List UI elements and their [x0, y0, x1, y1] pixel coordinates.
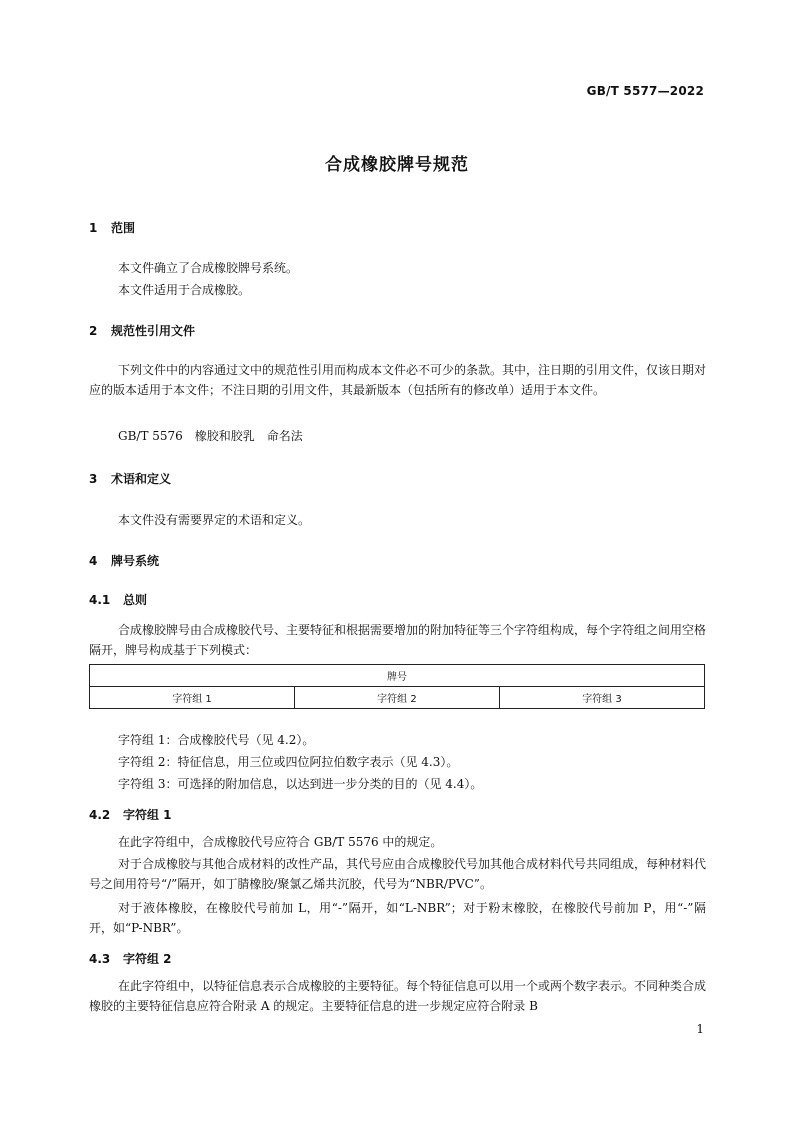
section-number: 4.1 [89, 593, 111, 607]
section-4-1-heading [89, 591, 147, 608]
section-title: 总则 [123, 593, 148, 607]
section-2-heading [89, 322, 195, 339]
section-3-paragraph-1: 本文件没有需要界定的术语和定义。 [118, 513, 311, 527]
section-4-1-paragraph-1: 合成橡胶牌号由合成橡胶代号、主要特征和根据需要增加的附加特征等三个字符组构成，每个字符组之间用空格隔开，牌号构成基于下列模式： [89, 623, 707, 657]
section-2-paragraph-1: 下列文件中的内容通过文中的规范性引用而构成本文件必不可少的条款。其中，注日期的引用文件，仅该日期对应的版本适用于本文件；不注日期的引用文件，其最新版本（包括所有的修改单）适用于本文件。 [89, 363, 707, 397]
section-title: 字符组 1 [123, 808, 172, 822]
section-4-heading [89, 552, 159, 569]
section-number: 4.2 [89, 808, 111, 822]
section-title: 术语和定义 [111, 472, 172, 486]
section-number: 4.3 [89, 952, 111, 966]
section-3-heading [89, 470, 171, 487]
section-4-3-paragraph-1: 在此字符组中，以特征信息表示合成橡胶的主要特征。每个特征信息可以用一个或两个数字表示。不同种类合成橡胶的主要特征信息应符合附录 A 的规定。主要特征信息的进一步规定应符合附录 B [89, 979, 707, 1013]
table-cell: 字符组 1 [90, 687, 295, 709]
section-4-2-heading [89, 806, 172, 823]
table-row [90, 687, 705, 709]
table-header-row [90, 665, 705, 687]
section-4-3-heading [89, 950, 172, 967]
section-title: 范围 [111, 221, 136, 235]
grade-structure-table [89, 664, 705, 709]
table-cell: 字符组 3 [499, 687, 704, 709]
section-number: 3 [89, 472, 98, 486]
section-number: 2 [89, 324, 98, 338]
section-title: 字符组 2 [123, 952, 172, 966]
page-number: 1 [696, 1022, 704, 1036]
section-1-paragraph-2: 本文件适用于合成橡胶。 [118, 283, 251, 297]
character-group-1-note: 字符组 1：合成橡胶代号（见 4.2）。 [118, 733, 315, 747]
section-title: 规范性引用文件 [111, 324, 196, 338]
section-1-paragraph-1: 本文件确立了合成橡胶牌号系统。 [118, 261, 299, 275]
table-header-cell: 牌号 [90, 665, 705, 687]
standard-number: GB/T 5577—2022 [586, 84, 704, 98]
section-1-heading [89, 219, 135, 236]
character-group-2-note: 字符组 2：特征信息，用三位或四位阿拉伯数字表示（见 4.3）。 [118, 755, 459, 769]
section-4-2-paragraph-3: 对于液体橡胶，在橡胶代号前加 L，用“-”隔开，如“L-NBR”；对于粉末橡胶，在橡胶代号前加 P，用“-”隔开，如“P-NBR”。 [89, 901, 706, 935]
section-number: 4 [89, 554, 98, 568]
table-cell: 字符组 2 [294, 687, 499, 709]
normative-reference: GB/T 5576 橡胶和胶乳 命名法 [118, 429, 303, 443]
character-group-3-note: 字符组 3：可选择的附加信息，以达到进一步分类的目的（见 4.4）。 [118, 777, 483, 791]
section-number: 1 [89, 221, 98, 235]
section-4-2-paragraph-1: 在此字符组中，合成橡胶代号应符合 GB/T 5576 中的规定。 [118, 835, 443, 849]
document-title: 合成橡胶牌号规范 [325, 155, 469, 175]
section-4-2-paragraph-2: 对于合成橡胶与其他合成材料的改性产品，其代号应由合成橡胶代号加其他合成材料代号共同组成，每种材料代号之间用符号“/”隔开，如丁腈橡胶/聚氯乙烯共沉胶，代号为“NBR/PVC”。 [89, 857, 707, 891]
section-title: 牌号系统 [111, 554, 160, 568]
